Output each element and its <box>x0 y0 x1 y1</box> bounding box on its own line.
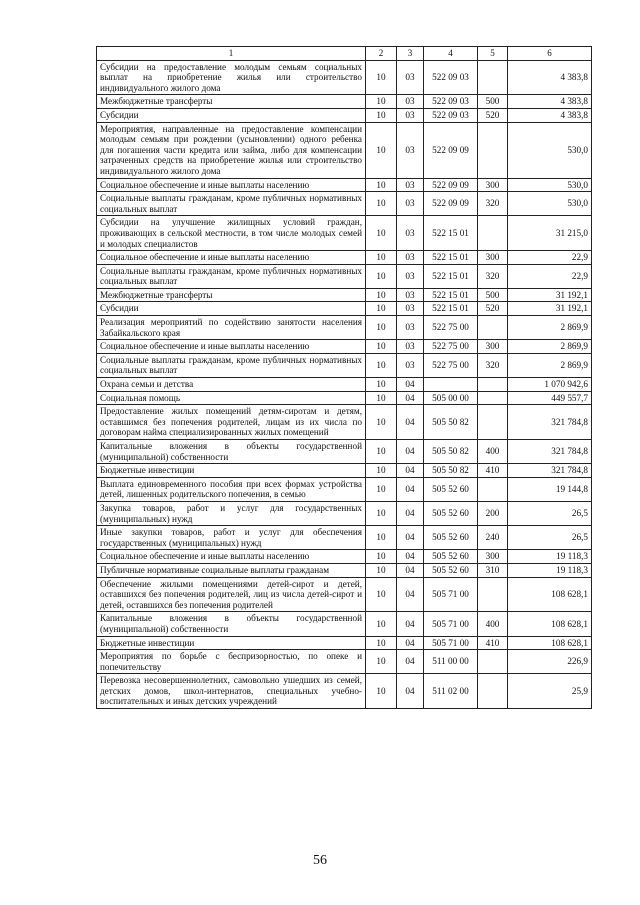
expense-type-cell: 520 <box>478 302 508 316</box>
table-row <box>97 405 592 440</box>
amount-cell: 31 192,1 <box>508 288 592 302</box>
target-article-cell: 505 52 60 <box>424 563 478 577</box>
table-row <box>97 340 592 354</box>
section-cell: 10 <box>366 340 397 354</box>
target-article-cell: 522 09 03 <box>424 95 478 109</box>
header-cell-3: 3 <box>397 47 424 61</box>
header-cell-5: 5 <box>478 47 508 61</box>
amount-cell: 1 070 942,6 <box>508 378 592 392</box>
table-header-row <box>97 47 592 61</box>
description-cell: Мероприятия по борьбе с беспризорностью, по опеке и попечительству <box>97 650 366 674</box>
expense-type-cell: 300 <box>478 178 508 192</box>
expense-type-cell <box>478 316 508 340</box>
target-article-cell: 505 71 00 <box>424 636 478 650</box>
description-cell: Мероприятия, направленные на предоставление компенсации молодым семьям при рождении (усыновлении) одного ребенка для погашения части кредита или займа, либо для компенсации затраченных средств на приобретение жилья или строительство индивидуального жилого дома <box>97 122 366 178</box>
section-cell: 10 <box>366 302 397 316</box>
target-article-cell: 505 52 60 <box>424 501 478 525</box>
table-row <box>97 636 592 650</box>
target-article-cell: 522 09 03 <box>424 60 478 95</box>
expense-type-cell <box>478 60 508 95</box>
description-cell: Социальное обеспечение и иные выплаты населению <box>97 251 366 265</box>
target-article-cell: 505 52 60 <box>424 526 478 550</box>
subsection-cell: 04 <box>397 636 424 650</box>
table-row <box>97 391 592 405</box>
table-row <box>97 60 592 95</box>
section-cell: 10 <box>366 288 397 302</box>
expense-type-cell: 400 <box>478 440 508 464</box>
subsection-cell: 04 <box>397 650 424 674</box>
section-cell: 10 <box>366 650 397 674</box>
target-article-cell: 505 00 00 <box>424 391 478 405</box>
expense-type-cell <box>478 477 508 501</box>
target-article-cell: 505 52 60 <box>424 550 478 564</box>
amount-cell: 31 215,0 <box>508 216 592 251</box>
section-cell: 10 <box>366 353 397 377</box>
expense-type-cell: 500 <box>478 95 508 109</box>
subsection-cell: 03 <box>397 264 424 288</box>
amount-cell: 530,0 <box>508 192 592 216</box>
target-article-cell: 522 75 00 <box>424 340 478 354</box>
amount-cell: 26,5 <box>508 526 592 550</box>
amount-cell: 26,5 <box>508 501 592 525</box>
table-row <box>97 192 592 216</box>
target-article-cell: 511 02 00 <box>424 674 478 709</box>
section-cell: 10 <box>366 60 397 95</box>
table-row <box>97 178 592 192</box>
subsection-cell: 03 <box>397 192 424 216</box>
subsection-cell: 03 <box>397 60 424 95</box>
description-cell: Перевозка несовершеннолетних, самовольно ушедших из семей, детских домов, школ-интернатов, специальных учебно-воспитательных и иных детских учреждений <box>97 674 366 709</box>
table-row <box>97 440 592 464</box>
section-cell: 10 <box>366 391 397 405</box>
amount-cell: 108 628,1 <box>508 612 592 636</box>
table-row <box>97 302 592 316</box>
subsection-cell: 03 <box>397 353 424 377</box>
subsection-cell: 04 <box>397 612 424 636</box>
subsection-cell: 03 <box>397 316 424 340</box>
description-cell: Межбюджетные трансферты <box>97 95 366 109</box>
description-cell: Социальная помощь <box>97 391 366 405</box>
amount-cell: 31 192,1 <box>508 302 592 316</box>
subsection-cell: 04 <box>397 501 424 525</box>
description-cell: Субсидии <box>97 302 366 316</box>
target-article-cell: 522 15 01 <box>424 302 478 316</box>
section-cell: 10 <box>366 563 397 577</box>
table-row <box>97 674 592 709</box>
target-article-cell: 522 75 00 <box>424 353 478 377</box>
target-article-cell: 522 09 09 <box>424 122 478 178</box>
expense-type-cell: 410 <box>478 464 508 478</box>
subsection-cell: 04 <box>397 526 424 550</box>
target-article-cell <box>424 378 478 392</box>
amount-cell: 2 869,9 <box>508 340 592 354</box>
target-article-cell: 522 09 03 <box>424 108 478 122</box>
subsection-cell: 03 <box>397 122 424 178</box>
table-row <box>97 612 592 636</box>
amount-cell: 321 784,8 <box>508 464 592 478</box>
description-cell: Субсидии <box>97 108 366 122</box>
section-cell: 10 <box>366 216 397 251</box>
section-cell: 10 <box>366 178 397 192</box>
target-article-cell: 522 15 01 <box>424 251 478 265</box>
section-cell: 10 <box>366 674 397 709</box>
header-cell-1: 1 <box>97 47 366 61</box>
subsection-cell: 04 <box>397 464 424 478</box>
table-row <box>97 526 592 550</box>
target-article-cell: 505 52 60 <box>424 477 478 501</box>
subsection-cell: 04 <box>397 563 424 577</box>
table-row <box>97 353 592 377</box>
table-row <box>97 501 592 525</box>
section-cell: 10 <box>366 636 397 650</box>
expense-type-cell: 240 <box>478 526 508 550</box>
target-article-cell: 522 75 00 <box>424 316 478 340</box>
section-cell: 10 <box>366 440 397 464</box>
subsection-cell: 03 <box>397 95 424 109</box>
section-cell: 10 <box>366 612 397 636</box>
description-cell: Реализация мероприятий по содействию занятости населения Забайкальского края <box>97 316 366 340</box>
section-cell: 10 <box>366 251 397 265</box>
expense-type-cell: 200 <box>478 501 508 525</box>
description-cell: Капитальные вложения в объекты государственной (муниципальной) собственности <box>97 440 366 464</box>
expense-type-cell <box>478 577 508 612</box>
subsection-cell: 03 <box>397 340 424 354</box>
expense-type-cell <box>478 122 508 178</box>
subsection-cell: 04 <box>397 391 424 405</box>
amount-cell: 4 383,8 <box>508 60 592 95</box>
target-article-cell: 522 15 01 <box>424 216 478 251</box>
description-cell: Социальное обеспечение и иные выплаты населению <box>97 340 366 354</box>
amount-cell: 19 118,3 <box>508 563 592 577</box>
section-cell: 10 <box>366 405 397 440</box>
subsection-cell: 04 <box>397 477 424 501</box>
description-cell: Бюджетные инвестиции <box>97 636 366 650</box>
table-row <box>97 122 592 178</box>
table-row <box>97 108 592 122</box>
subsection-cell: 03 <box>397 216 424 251</box>
target-article-cell: 505 50 82 <box>424 464 478 478</box>
table-row <box>97 650 592 674</box>
amount-cell: 530,0 <box>508 178 592 192</box>
section-cell: 10 <box>366 378 397 392</box>
section-cell: 10 <box>366 526 397 550</box>
amount-cell: 19 118,3 <box>508 550 592 564</box>
expense-type-cell: 500 <box>478 288 508 302</box>
section-cell: 10 <box>366 464 397 478</box>
amount-cell: 25,9 <box>508 674 592 709</box>
expense-type-cell: 300 <box>478 251 508 265</box>
amount-cell: 4 383,8 <box>508 95 592 109</box>
table-row <box>97 464 592 478</box>
amount-cell: 108 628,1 <box>508 636 592 650</box>
subsection-cell: 03 <box>397 251 424 265</box>
amount-cell: 22,9 <box>508 264 592 288</box>
amount-cell: 321 784,8 <box>508 405 592 440</box>
target-article-cell: 522 09 09 <box>424 178 478 192</box>
amount-cell: 321 784,8 <box>508 440 592 464</box>
description-cell: Субсидии на улучшение жилищных условий граждан, проживающих в сельской местности, в том числе молодых семей и молодых специалистов <box>97 216 366 251</box>
section-cell: 10 <box>366 108 397 122</box>
section-cell: 10 <box>366 95 397 109</box>
section-cell: 10 <box>366 577 397 612</box>
expense-type-cell: 320 <box>478 264 508 288</box>
description-cell: Социальные выплаты гражданам, кроме публичных нормативных социальных выплат <box>97 264 366 288</box>
budget-table <box>96 46 592 709</box>
subsection-cell: 03 <box>397 302 424 316</box>
target-article-cell: 522 15 01 <box>424 264 478 288</box>
table-row <box>97 316 592 340</box>
expense-type-cell <box>478 378 508 392</box>
subsection-cell: 03 <box>397 288 424 302</box>
amount-cell: 2 869,9 <box>508 353 592 377</box>
header-cell-2: 2 <box>366 47 397 61</box>
target-article-cell: 511 00 00 <box>424 650 478 674</box>
header-cell-4: 4 <box>424 47 478 61</box>
expense-type-cell: 320 <box>478 353 508 377</box>
amount-cell: 108 628,1 <box>508 577 592 612</box>
amount-cell: 22,9 <box>508 251 592 265</box>
table-row <box>97 477 592 501</box>
subsection-cell: 04 <box>397 550 424 564</box>
description-cell: Капитальные вложения в объекты государственной (муниципальной) собственности <box>97 612 366 636</box>
subsection-cell: 04 <box>397 440 424 464</box>
amount-cell: 19 144,8 <box>508 477 592 501</box>
page-number: 56 <box>313 853 327 868</box>
subsection-cell: 04 <box>397 405 424 440</box>
expense-type-cell <box>478 391 508 405</box>
header-cell-6: 6 <box>508 47 592 61</box>
subsection-cell: 04 <box>397 577 424 612</box>
subsection-cell: 03 <box>397 108 424 122</box>
expense-type-cell <box>478 216 508 251</box>
expense-type-cell <box>478 650 508 674</box>
description-cell: Бюджетные инвестиции <box>97 464 366 478</box>
amount-cell: 2 869,9 <box>508 316 592 340</box>
section-cell: 10 <box>366 550 397 564</box>
description-cell: Выплата единовременного пособия при всех формах устройства детей, лишенных родительского попечения, в семью <box>97 477 366 501</box>
table-row <box>97 577 592 612</box>
section-cell: 10 <box>366 264 397 288</box>
section-cell: 10 <box>366 477 397 501</box>
description-cell: Межбюджетные трансферты <box>97 288 366 302</box>
description-cell: Социальное обеспечение и иные выплаты населению <box>97 550 366 564</box>
table-row <box>97 550 592 564</box>
description-cell: Социальное обеспечение и иные выплаты населению <box>97 178 366 192</box>
amount-cell: 530,0 <box>508 122 592 178</box>
section-cell: 10 <box>366 501 397 525</box>
expense-type-cell <box>478 405 508 440</box>
description-cell: Предоставление жилых помещений детям-сиротам и детям, оставшимся без попечения родителей, лицам из их числа по договорам найма специализированных жилых помещений <box>97 405 366 440</box>
amount-cell: 449 557,7 <box>508 391 592 405</box>
target-article-cell: 522 09 09 <box>424 192 478 216</box>
subsection-cell: 04 <box>397 378 424 392</box>
table-row <box>97 95 592 109</box>
expense-type-cell: 300 <box>478 340 508 354</box>
expense-type-cell: 410 <box>478 636 508 650</box>
target-article-cell: 505 50 82 <box>424 440 478 464</box>
target-article-cell: 522 15 01 <box>424 288 478 302</box>
expense-type-cell: 310 <box>478 563 508 577</box>
description-cell: Охрана семьи и детства <box>97 378 366 392</box>
table-row <box>97 216 592 251</box>
table-body <box>97 47 592 709</box>
target-article-cell: 505 71 00 <box>424 612 478 636</box>
table-row <box>97 251 592 265</box>
expense-type-cell <box>478 674 508 709</box>
expense-type-cell: 400 <box>478 612 508 636</box>
description-cell: Закупка товаров, работ и услуг для государственных (муниципальных) нужд <box>97 501 366 525</box>
description-cell: Иные закупки товаров, работ и услуг для обеспечения государственных (муниципальных) нужд <box>97 526 366 550</box>
description-cell: Публичные нормативные социальные выплаты гражданам <box>97 563 366 577</box>
subsection-cell: 04 <box>397 674 424 709</box>
section-cell: 10 <box>366 316 397 340</box>
table-row <box>97 288 592 302</box>
target-article-cell: 505 71 00 <box>424 577 478 612</box>
section-cell: 10 <box>366 192 397 216</box>
description-cell: Обеспечение жилыми помещениями детей-сирот и детей, оставшихся без попечения родителей, лиц из числа детей-сирот и детей, оставшихся без попечения родителей <box>97 577 366 612</box>
description-cell: Социальные выплаты гражданам, кроме публичных нормативных социальных выплат <box>97 192 366 216</box>
expense-type-cell: 320 <box>478 192 508 216</box>
description-cell: Социальные выплаты гражданам, кроме публичных нормативных социальных выплат <box>97 353 366 377</box>
amount-cell: 226,9 <box>508 650 592 674</box>
target-article-cell: 505 50 82 <box>424 405 478 440</box>
table-row <box>97 264 592 288</box>
expense-type-cell: 300 <box>478 550 508 564</box>
description-cell: Субсидии на предоставление молодым семьям социальных выплат на приобретение жилья или строительство индивидуального жилого дома <box>97 60 366 95</box>
section-cell: 10 <box>366 122 397 178</box>
amount-cell: 4 383,8 <box>508 108 592 122</box>
table-row <box>97 378 592 392</box>
expense-type-cell: 520 <box>478 108 508 122</box>
subsection-cell: 03 <box>397 178 424 192</box>
table-row <box>97 563 592 577</box>
